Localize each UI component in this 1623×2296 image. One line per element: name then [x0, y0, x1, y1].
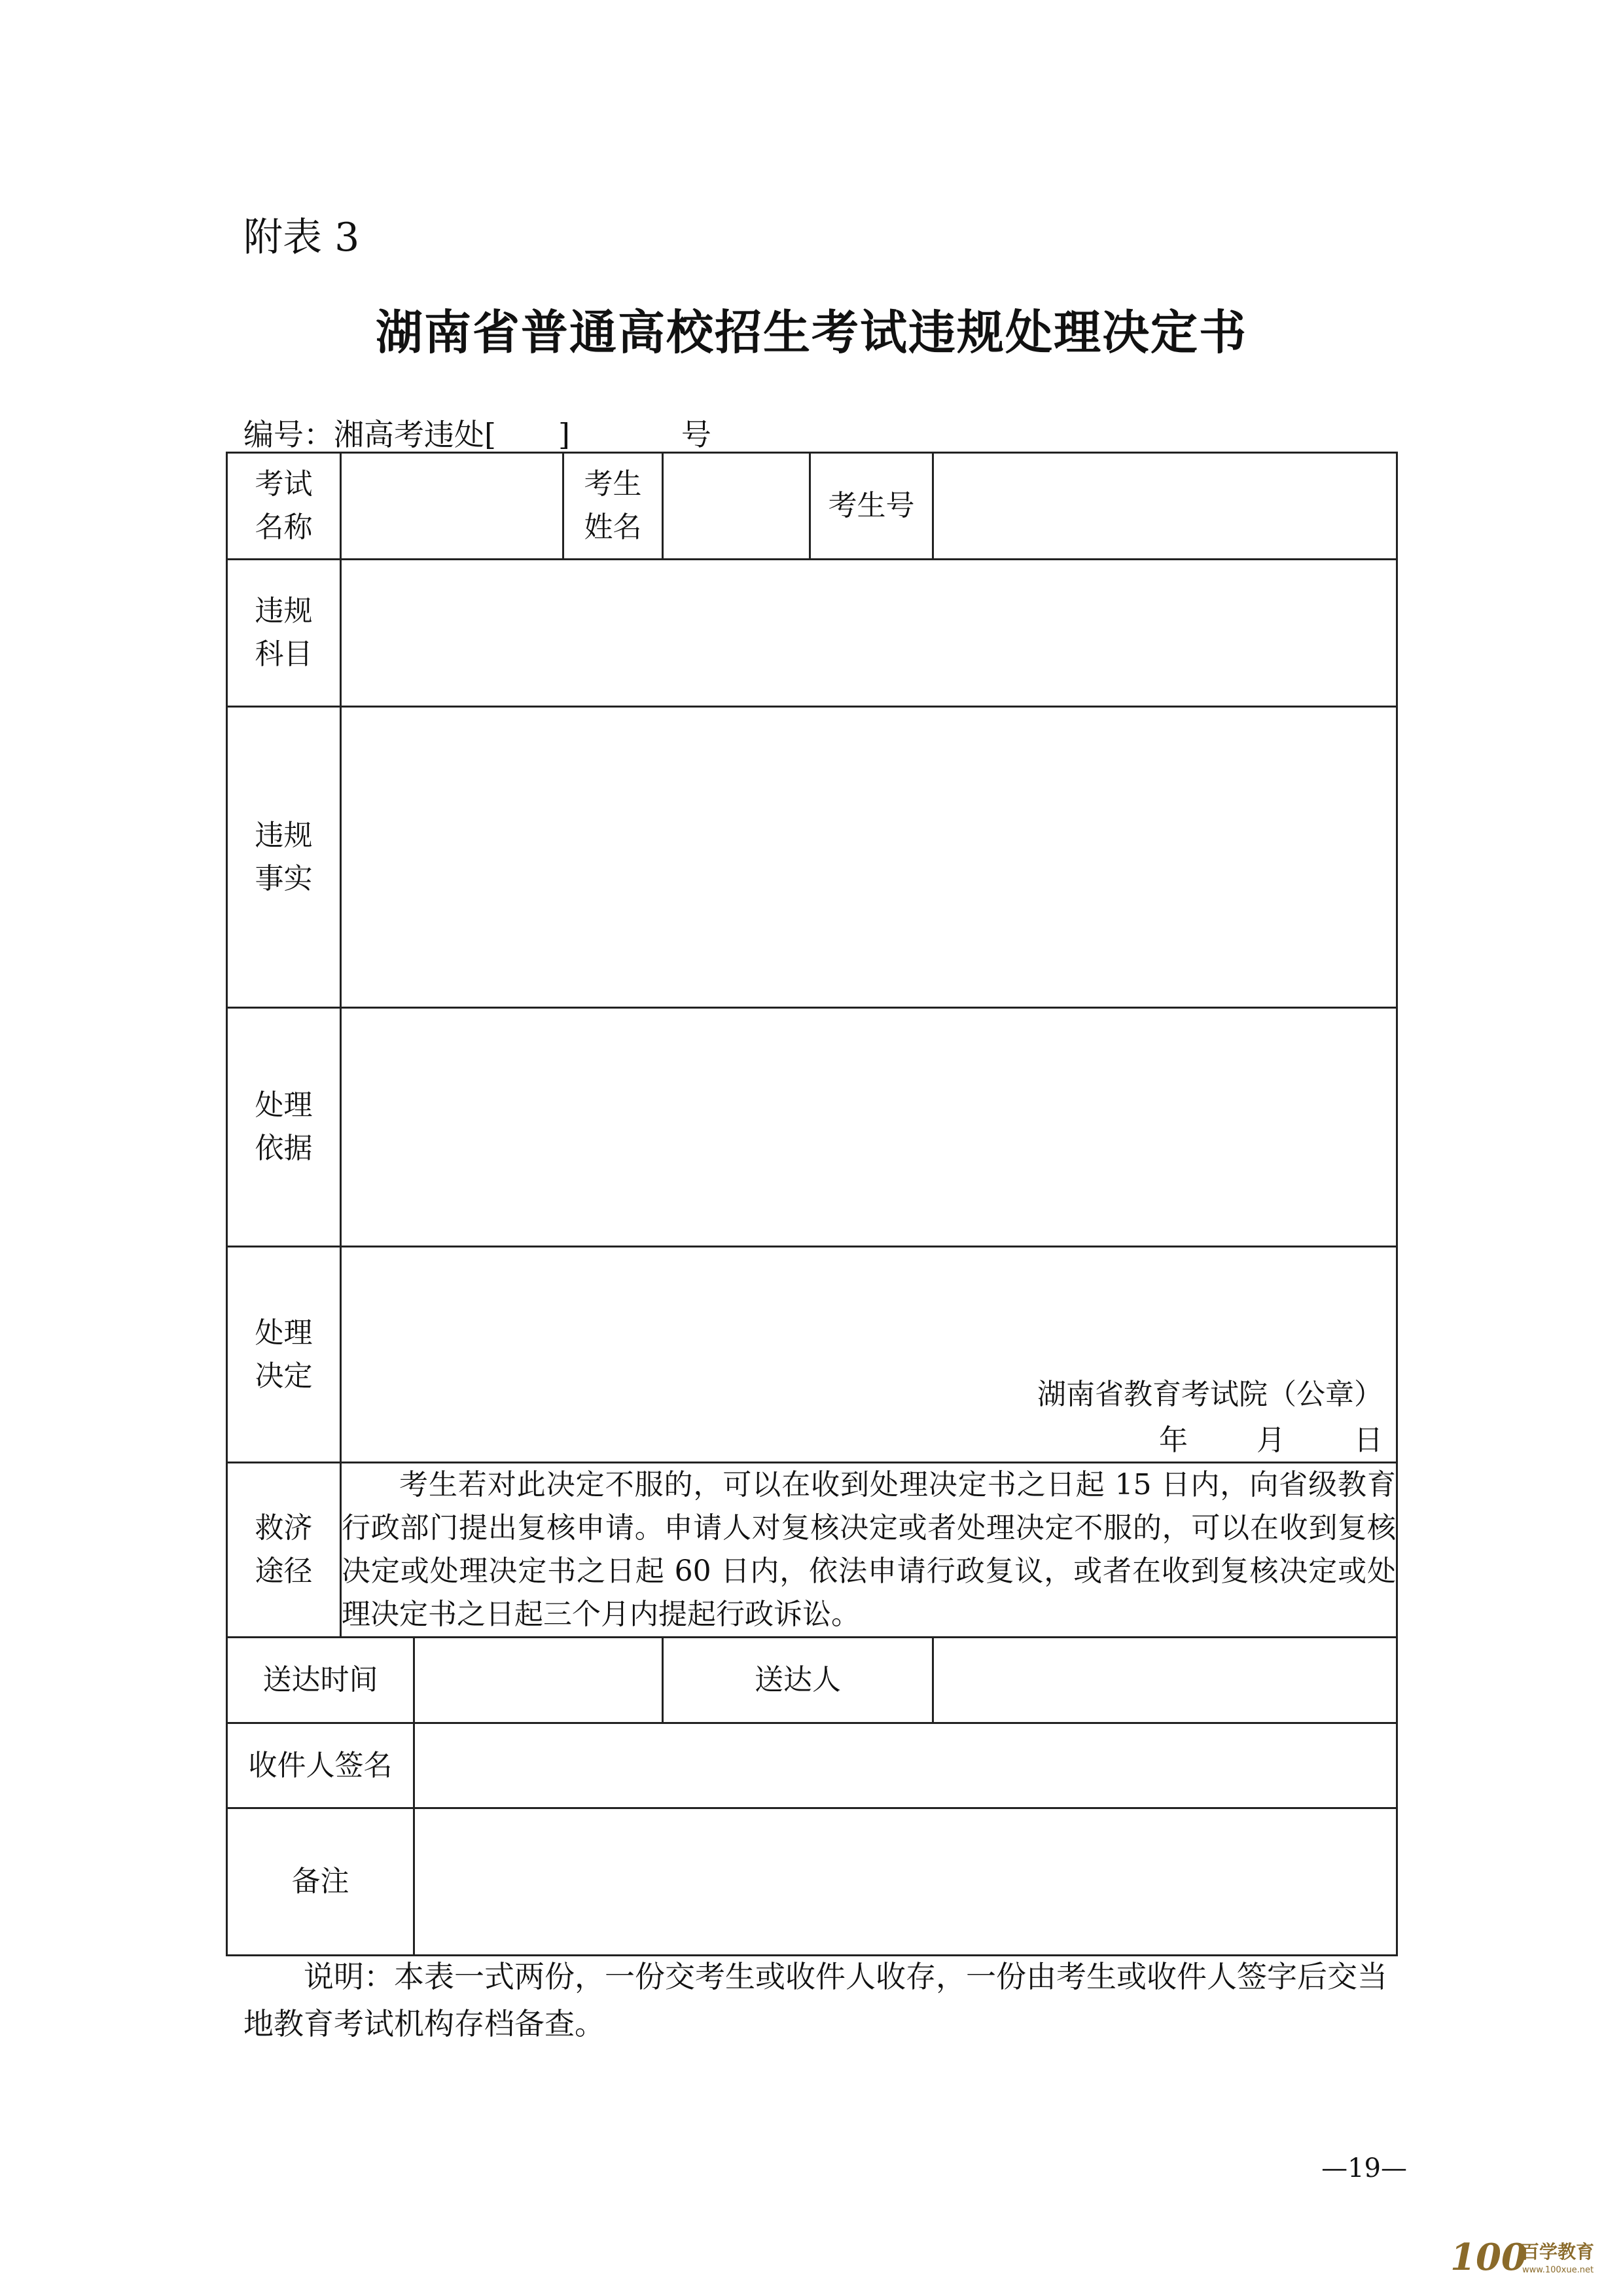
row-remarks [227, 1808, 1397, 1956]
remedy-text: 考生若对此决定不服的，可以在收到处理决定书之日起 15 日内，向省级教育行政部门提出复核申请。申请人对复核决定或者处理决定不服的，可以在收到复核决定或处理决定书之日起 60 日内，依法申请行政复议，或者在收到复核决定或处理决定书之日起三个月内提起行政诉讼。 [341, 1463, 1397, 1638]
serial-bracket-close: ] [558, 417, 570, 452]
explanatory-note: 说明：本表一式两份，一份交考生或收件人收存，一份由考生或收件人签字后交当地教育考试机构存档备查。 [243, 1959, 1387, 2041]
row-violation-subject [227, 560, 1397, 707]
violation-subject-label: 违规 科目 [227, 560, 341, 707]
decision-field[interactable] [341, 1247, 1397, 1463]
document-title: 湖南省普通高校招生考试违规处理决定书 [375, 304, 1247, 360]
page-number: —19— [1321, 2153, 1407, 2183]
seal-organization: 湖南省教育考试院（公章） [1037, 1378, 1383, 1411]
violation-facts-field[interactable] [341, 707, 1397, 1008]
seal-date [1159, 1416, 1383, 1458]
candidate-name-label: 考生 姓名 [563, 453, 663, 560]
exam-name-field[interactable] [341, 453, 563, 560]
remedy-label: 救济 途径 [227, 1463, 341, 1638]
row-basis [227, 1008, 1397, 1247]
recipient-signature-label: 收件人签名 [227, 1723, 414, 1808]
exam-name-label: 考试 名称 [227, 453, 341, 560]
candidate-name-field[interactable] [663, 453, 810, 560]
row-violation-facts [227, 707, 1397, 1008]
decision-form-table [226, 452, 1398, 1956]
basis-label: 处理 依据 [227, 1008, 341, 1247]
row-exam-info [227, 453, 1397, 560]
brand-logo [1448, 2231, 1605, 2283]
delivery-time-label: 送达时间 [227, 1638, 414, 1723]
row-decision [227, 1247, 1397, 1463]
recipient-signature-field[interactable] [414, 1723, 1397, 1808]
deliverer-label: 送达人 [663, 1638, 933, 1723]
date-year: 年 [1159, 1424, 1188, 1457]
candidate-number-label: 考生号 [810, 453, 933, 560]
serial-prefix: 湘高考违处[ [334, 417, 496, 452]
remarks-label: 备注 [227, 1808, 414, 1956]
violation-subject-field[interactable] [341, 560, 1397, 707]
row-delivery [227, 1638, 1397, 1723]
deliverer-field[interactable] [933, 1638, 1397, 1723]
logo-numeral: 100 [1450, 2236, 1527, 2279]
serial-number-line [243, 411, 711, 454]
violation-facts-label: 违规 事实 [227, 707, 341, 1008]
decision-label: 处理 决定 [227, 1247, 341, 1463]
date-day: 日 [1354, 1424, 1383, 1457]
logo-url: www.100xue.net [1522, 2265, 1594, 2275]
delivery-time-field[interactable] [414, 1638, 663, 1723]
remarks-field[interactable] [414, 1808, 1397, 1956]
attachment-label: 附表 3 [243, 215, 360, 260]
date-month: 月 [1257, 1424, 1285, 1457]
basis-field[interactable] [341, 1008, 1397, 1247]
logo-text: 百学教育 [1521, 2241, 1595, 2263]
row-remedy [227, 1463, 1397, 1638]
row-recipient-signature [227, 1723, 1397, 1808]
serial-suffix: 号 [681, 417, 711, 452]
candidate-number-field[interactable] [933, 453, 1397, 560]
serial-label: 编号： [243, 417, 334, 452]
